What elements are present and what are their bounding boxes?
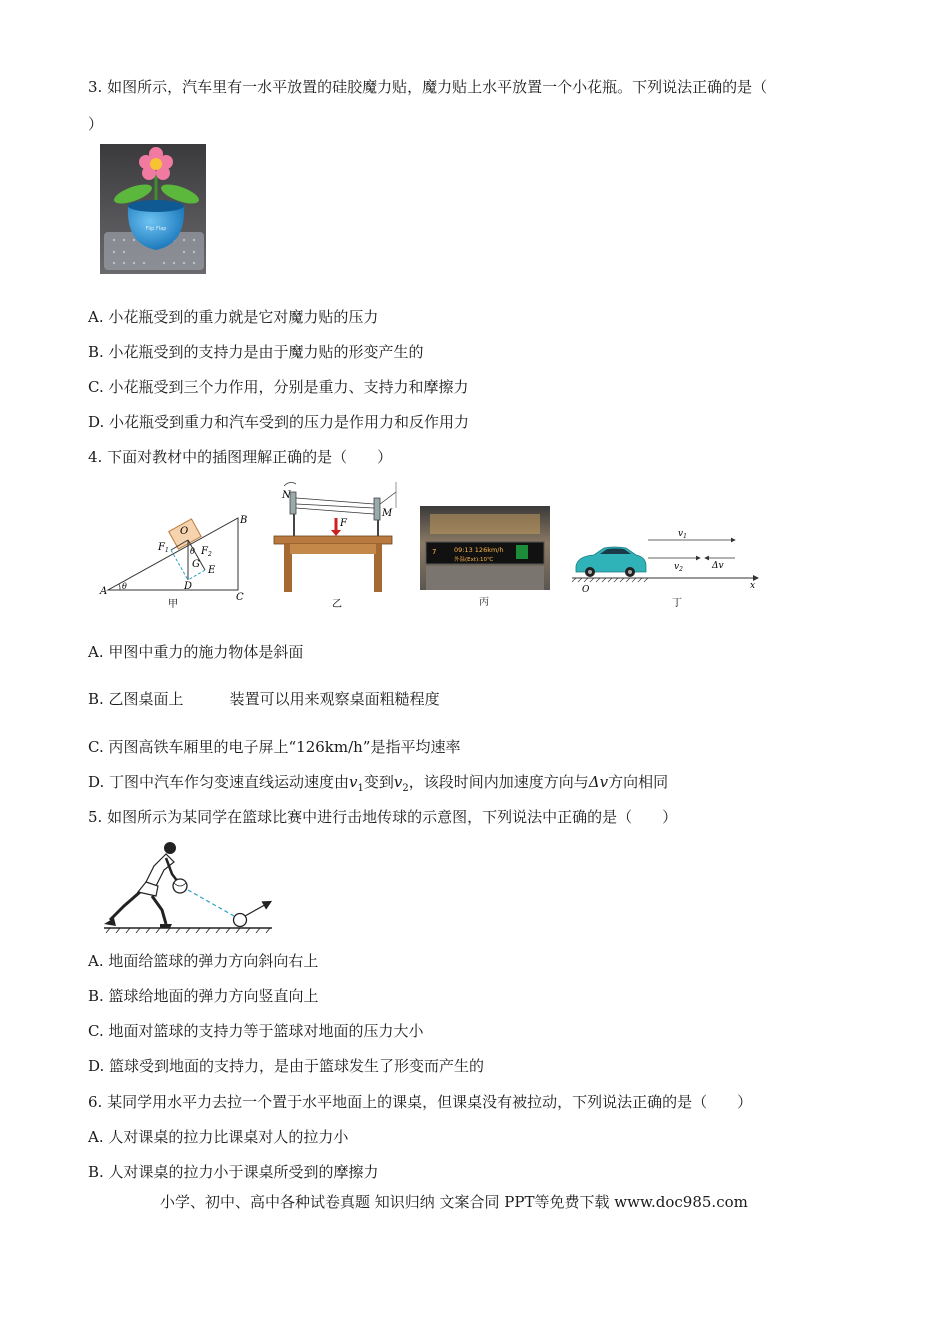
label-n: N bbox=[282, 490, 291, 501]
label-x: x bbox=[750, 581, 756, 591]
q4-option-d-text3: ，该段时间内加速度方向与 bbox=[408, 773, 589, 791]
q4-option-b-suffix: 装置可以用来观察桌面粗糙程度 bbox=[229, 690, 440, 708]
q6-stem: 6. 某同学用水平力去拉一个置于水平地面上的课桌，但课桌没有被拉动，下列说法正确的是（ ） bbox=[88, 1093, 753, 1111]
caption-jia: 甲 bbox=[168, 599, 178, 610]
label-theta: θ bbox=[122, 582, 127, 591]
label-g: G bbox=[192, 559, 200, 570]
figure-basketball-pass bbox=[100, 840, 276, 934]
label-v1: $v_1$ bbox=[678, 529, 687, 540]
pot-label: Flip Flap bbox=[145, 226, 167, 232]
q3-option-b: B. 小花瓶受到的支持力是由于魔力贴的形变产生的 bbox=[88, 343, 424, 361]
q3-stem-line1: 3. 如图所示，汽车里有一水平放置的硅胶魔力贴，魔力贴上水平放置一个小花瓶。下列说法正确的是（ bbox=[88, 78, 768, 96]
label-e: E bbox=[208, 565, 216, 576]
label-m: M bbox=[382, 508, 393, 519]
q4-option-d bbox=[88, 772, 668, 799]
q4-option-a: A. 甲图中重力的施力物体是斜面 bbox=[88, 643, 304, 661]
label-origin: O bbox=[582, 585, 590, 595]
q5-stem: 5. 如图所示为某同学在篮球比赛中进行击地传球的示意图，下列说法中正确的是（ ） bbox=[88, 808, 678, 826]
label-o: O bbox=[180, 526, 189, 537]
label-delta-v: Δv bbox=[712, 561, 724, 571]
label-d: D bbox=[184, 581, 193, 592]
q6-option-a: A. 人对课桌的拉力比课桌对人的拉力小 bbox=[88, 1128, 349, 1146]
q5-option-d: D. 篮球受到地面的支持力，是由于篮球发生了形变而产生的 bbox=[88, 1057, 485, 1075]
q3-option-d: D. 小花瓶受到重力和汽车受到的压力是作用力和反作用力 bbox=[88, 413, 470, 431]
label-b: B bbox=[240, 515, 248, 526]
screen-temperature: 外温(Ext):10℃ bbox=[454, 557, 494, 563]
label-v2: $v_2$ bbox=[674, 562, 683, 573]
q4-delta-v: Δv bbox=[588, 773, 609, 791]
label-c: C bbox=[236, 592, 244, 603]
q4-option-c: C. 丙图高铁车厢里的电子屏上“126km/h”是指平均速率 bbox=[88, 738, 461, 756]
q3-stem-line2: ） bbox=[88, 115, 104, 133]
q4-option-b-prefix: B. 乙图桌面上 bbox=[88, 690, 184, 708]
figure-ding-car bbox=[570, 526, 765, 610]
q4-option-d-text4: 方向相同 bbox=[608, 773, 669, 791]
q4-v1-sub: 1 bbox=[357, 783, 364, 794]
q4-option-d-text1: D. 丁图中汽车作匀变速直线运动速度由 bbox=[88, 773, 350, 791]
figure-bing-train-screen bbox=[420, 506, 550, 610]
caption-ding: 丁 bbox=[672, 598, 682, 609]
screen-number: 7 bbox=[432, 548, 437, 556]
label-theta-top: θ bbox=[190, 547, 195, 556]
q4-stem: 4. 下面对教材中的插图理解正确的是（ ） bbox=[88, 448, 393, 466]
q4-option-d-text2: 变到 bbox=[363, 773, 394, 791]
q3-option-a: A. 小花瓶受到的重力就是它对魔力贴的压力 bbox=[88, 308, 379, 326]
q5-option-c: C. 地面对篮球的支持力等于篮球对地面的压力大小 bbox=[88, 1022, 424, 1040]
q4-v2: v bbox=[393, 773, 403, 791]
label-f: F bbox=[340, 518, 347, 529]
q3-option-c: C. 小花瓶受到三个力作用，分别是重力、支持力和摩擦力 bbox=[88, 378, 469, 396]
q4-option-b bbox=[88, 689, 440, 709]
figure-jia-incline bbox=[98, 510, 254, 610]
q6-option-b: B. 人对课桌的拉力小于课桌所受到的摩擦力 bbox=[88, 1163, 379, 1181]
label-f1: $F_1$ bbox=[158, 542, 169, 554]
page-footer: 小学、初中、高中各种试卷真题 知识归纳 文案合同 PPT等免费下载 www.doc985.com bbox=[160, 1193, 748, 1211]
q4-v2-sub: 2 bbox=[402, 783, 409, 794]
screen-speed: 09:13 126km/h bbox=[454, 546, 504, 554]
label-f2: $F_2$ bbox=[201, 546, 212, 558]
flower-pot-photo bbox=[100, 144, 206, 274]
q4-v1: v bbox=[349, 773, 358, 791]
label-a: A bbox=[100, 586, 108, 597]
caption-yi: 乙 bbox=[332, 599, 342, 610]
q5-option-b: B. 篮球给地面的弹力方向竖直向上 bbox=[88, 987, 319, 1005]
q5-option-a: A. 地面给篮球的弹力方向斜向右上 bbox=[88, 952, 319, 970]
figure-yi-table bbox=[270, 478, 406, 610]
caption-bing: 丙 bbox=[479, 597, 489, 608]
